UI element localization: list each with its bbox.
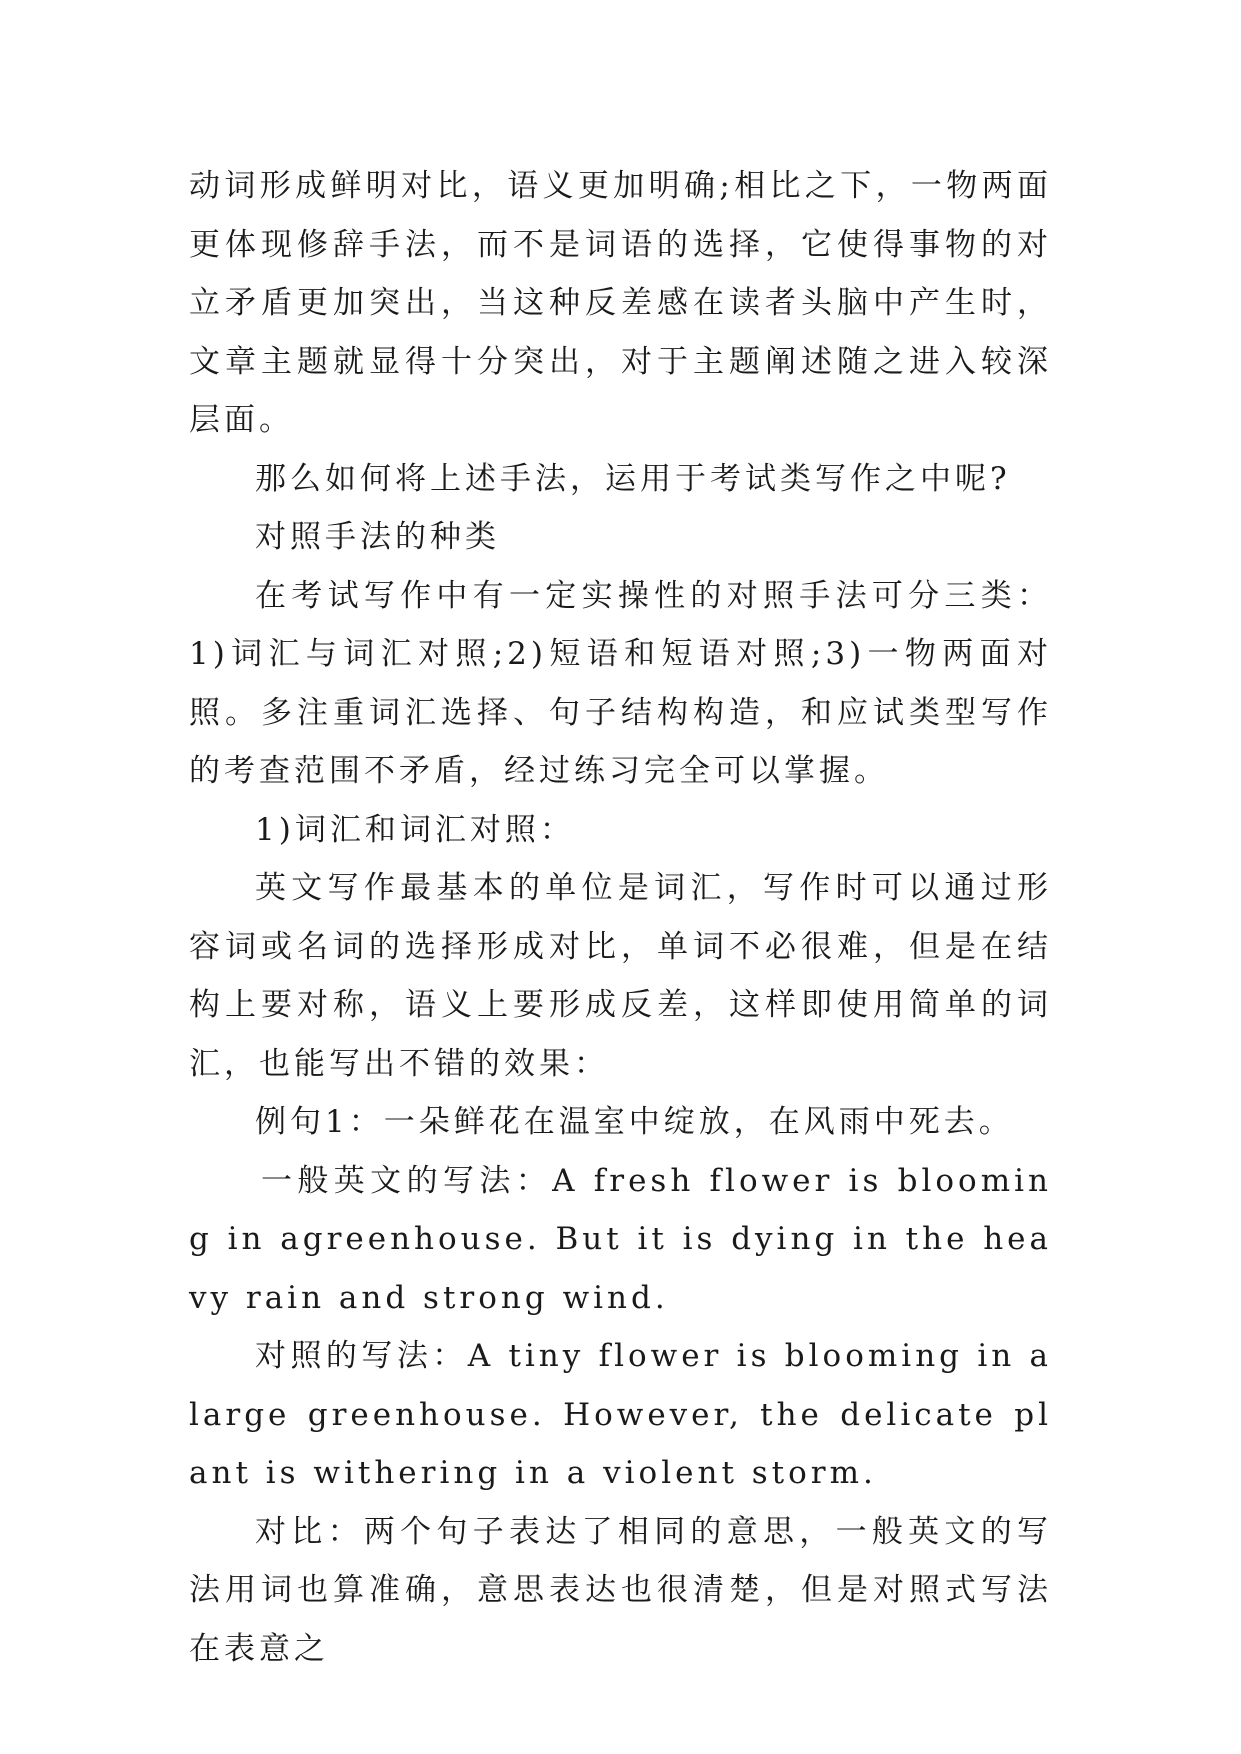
document-body (189, 157, 1052, 1678)
subsection-heading: 1)词汇和词汇对照： (255, 811, 575, 848)
example-contrast-english: 对照的写法：A tiny flower is blooming in alarge greenhouse. However, the delicate plant is withering in a violent storm. (189, 1338, 1052, 1491)
paragraph-question: 那么如何将上述手法，运用于考试类写作之中呢? (255, 460, 1011, 497)
example-plain-english: 一般英文的写法：A fresh flower is blooming in agreenhouse. But it is dying in the heavy rain and strong wind. (189, 1162, 1052, 1316)
paragraph-categories: 在考试写作中有一定实操性的对照手法可分三类：1)词汇与词汇对照;2)短语和短语对照;3)一物两面对照。多注重词汇选择、句子结构构造，和应试类型写作的考查范围不矛盾，经过练习完全可以掌握。 (189, 577, 1052, 789)
paragraph-comparison: 对比：两个句子表达了相同的意思，一般英文的写法用词也算准确，意思表达也很清楚，但是对照式写法在表意之 (189, 1513, 1052, 1667)
example-sentence: 例句1：一朵鲜花在温室中绽放，在风雨中死去。 (255, 1104, 1014, 1140)
paragraph-vocabulary: 英文写作最基本的单位是词汇，写作时可以通过形容词或名词的选择形成对比，单词不必很难，但是在结构上要对称，语义上要形成反差，这样即使用简单的词汇，也能写出不错的效果： (189, 870, 1052, 1082)
paragraph-continuation: 动词形成鲜明对比，语义更加明确;相比之下，一物两面更体现修辞手法，而不是词语的选择，它使得事物的对立矛盾更加突出，当这种反差感在读者头脑中产生时，文章主题就显得十分突出，对于主题阐述随之进入较深层面。 (189, 168, 1052, 438)
section-heading: 对照手法的种类 (255, 519, 500, 555)
